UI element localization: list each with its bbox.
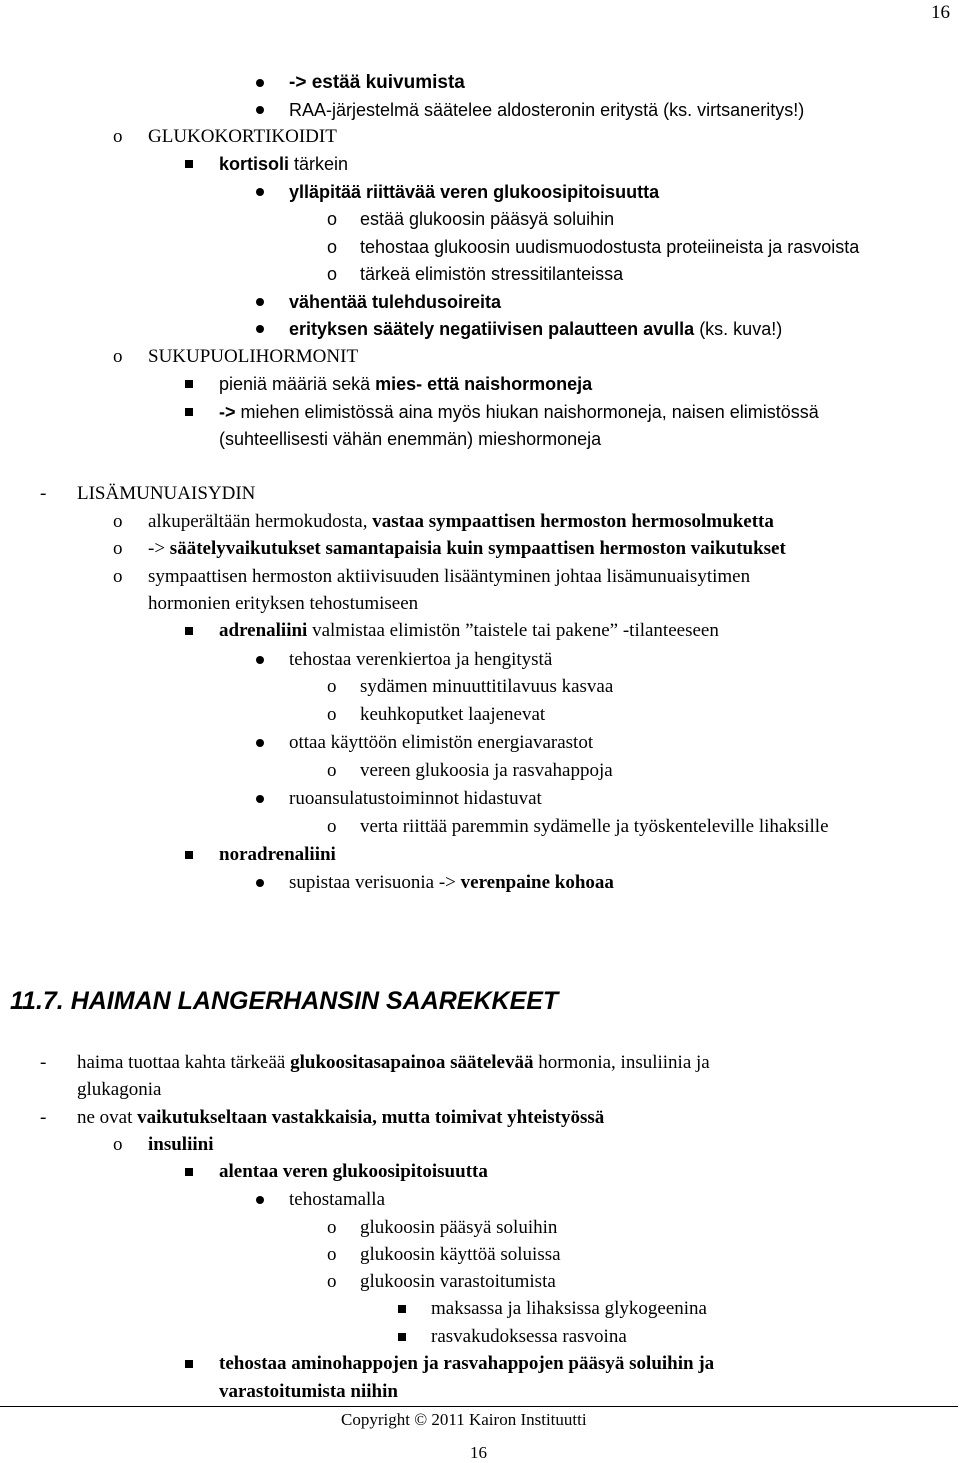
list-item-text: ne ovat <box>77 1107 138 1128</box>
list-item-text: glukoositasapainoa säätelevää <box>290 1052 534 1073</box>
list-item: ottaa käyttöön elimistön energiavarastot <box>289 732 594 753</box>
list-item-text: varastoitumista niihin <box>219 1381 398 1402</box>
list-item: verta riittää paremmin sydämelle ja työskenteleville lihaksille <box>360 816 829 837</box>
page-number-bottom: 16 <box>470 1443 487 1462</box>
list-item: rasvakudoksessa rasvoina <box>431 1326 627 1347</box>
list-item-text: miehen elimistössä aina myös hiukan naishormoneja, naisen elimistössä <box>235 402 819 422</box>
list-item-text: vastaa sympaattisen hermoston hermosolmuketta <box>372 511 774 532</box>
bullet-dot <box>256 188 264 196</box>
list-item: tehostamalla <box>289 1189 386 1210</box>
list-item: GLUKOKORTIKOIDIT <box>148 126 337 147</box>
bullet-dot <box>256 79 264 87</box>
list-item-text: hormonia, insuliinia ja <box>533 1052 710 1073</box>
bullet-square <box>185 1360 193 1368</box>
bullet-circle: o <box>113 126 123 147</box>
list-item-text: vähentää tulehdusoireita <box>289 292 502 312</box>
bullet-circle: o <box>113 1134 123 1155</box>
list-item-text: alkuperältään hermokudosta, <box>148 511 373 532</box>
list-item: sydämen minuuttitilavuus kasvaa <box>360 676 614 697</box>
list-item <box>289 872 614 894</box>
bullet-circle: o <box>327 676 337 697</box>
list-item <box>148 538 786 560</box>
list-item <box>289 318 782 340</box>
bullet-circle: o <box>327 209 338 229</box>
page-number-top: 16 <box>931 2 950 23</box>
list-item: tehostaa glukoosin uudismuodostusta proteiineista ja rasvoista <box>360 237 860 257</box>
bullet-circle: o <box>327 264 338 284</box>
list-item: RAA-järjestelmä säätelee aldosteronin eritystä (ks. virtsaneritys!) <box>289 100 805 120</box>
list-item-text: alentaa veren glukoosipitoisuutta <box>219 1161 488 1182</box>
list-item <box>219 373 592 395</box>
list-item <box>289 291 501 313</box>
list-item: sympaattisen hermoston aktiivisuuden lisääntyminen johtaa lisämunuaisytimen <box>148 566 751 587</box>
list-item: glukoosin varastoitumista <box>360 1271 556 1292</box>
list-item-text: (ks. kuva!) <box>694 319 783 339</box>
bullet-dash: - <box>40 1052 47 1073</box>
list-item-text: kortisoli <box>219 154 290 174</box>
list-item: glukoosin käyttöä soluissa <box>360 1244 561 1265</box>
list-item <box>77 1107 604 1129</box>
bullet-circle: o <box>327 1244 337 1265</box>
list-item: tärkeä elimistön stressitilanteissa <box>360 264 624 284</box>
bullet-square <box>185 627 193 635</box>
list-item <box>289 181 659 203</box>
list-item-text: tehostaa aminohappojen ja rasvahappojen pääsyä soluihin ja <box>219 1353 715 1374</box>
bullet-circle: o <box>327 816 337 837</box>
list-item-text: mies- että naishormoneja <box>375 374 593 394</box>
list-item-text: vaikutukseltaan vastakkaisia, mutta toimivat yhteistyössä <box>137 1107 605 1128</box>
bullet-dash: - <box>40 1107 47 1128</box>
list-item: keuhkoputket laajenevat <box>360 704 546 725</box>
bullet-dot <box>256 325 264 333</box>
list-item-continuation: hormonien erityksen tehostumiseen <box>148 593 419 614</box>
bullet-circle: o <box>327 237 338 257</box>
bullet-square <box>185 1168 193 1176</box>
bullet-circle: o <box>327 704 337 725</box>
list-item <box>219 153 348 175</box>
list-item <box>77 1052 710 1074</box>
bullet-circle: o <box>113 566 123 587</box>
list-item: SUKUPUOLIHORMONIT <box>148 346 359 367</box>
list-item-continuation <box>219 1381 398 1403</box>
list-item <box>219 620 719 642</box>
bullet-dot <box>256 298 264 306</box>
list-item-continuation: glukagonia <box>77 1079 162 1100</box>
bullet-square <box>185 851 193 859</box>
list-item <box>148 511 774 533</box>
list-item-text: -> estää kuivumista <box>289 72 465 93</box>
list-item-text: pieniä määriä sekä <box>219 374 376 394</box>
bullet-circle: o <box>113 346 123 367</box>
list-item-text: valmistaa elimistön ”taistele tai pakene” -tilanteeseen <box>307 620 719 641</box>
list-item: vereen glukoosia ja rasvahappoja <box>360 760 613 781</box>
bullet-circle: o <box>327 1271 337 1292</box>
list-item-text: verenpaine kohoaa <box>460 872 614 893</box>
list-item: glukoosin pääsyä soluihin <box>360 1217 558 1238</box>
list-item-text: tärkein <box>289 154 349 174</box>
list-item <box>219 844 336 866</box>
footer-divider <box>0 1406 958 1407</box>
list-item: LISÄMUNUAISYDIN <box>77 483 256 504</box>
bullet-dot <box>256 795 264 803</box>
bullet-circle: o <box>113 511 123 532</box>
bullet-dash: - <box>40 483 47 504</box>
section-title: 11.7. HAIMAN LANGERHANSIN SAAREKKEET <box>10 987 559 1015</box>
bullet-dot <box>256 879 264 887</box>
bullet-dot <box>256 656 264 664</box>
list-item: ruoansulatustoiminnot hidastuvat <box>289 788 542 809</box>
list-item-text: insuliini <box>148 1134 214 1155</box>
list-item-text: erityksen säätely negatiivisen palautteen avulla <box>289 319 695 339</box>
bullet-dot <box>256 1196 264 1204</box>
list-item-text: säätelyvaikutukset samantapaisia kuin sympaattisen hermoston vaikutukset <box>169 538 786 559</box>
copyright-notice: Copyright © 2011 Kairon Instituutti <box>341 1410 587 1429</box>
list-item <box>219 1161 488 1183</box>
bullet-square <box>185 380 193 388</box>
bullet-square <box>398 1305 406 1313</box>
list-item <box>219 1353 714 1375</box>
list-item-text: -> <box>148 538 170 559</box>
bullet-circle: o <box>327 1217 337 1238</box>
list-item: maksassa ja lihaksissa glykogeenina <box>431 1298 707 1319</box>
list-item-continuation: (suhteellisesti vähän enemmän) mieshormoneja <box>219 429 602 449</box>
list-item-text: adrenaliini <box>219 620 308 641</box>
bullet-square <box>185 160 193 168</box>
list-item: tehostaa verenkiertoa ja hengitystä <box>289 649 553 670</box>
list-item <box>148 1134 214 1156</box>
bullet-dot <box>256 739 264 747</box>
list-item-text: ylläpitää riittävää veren glukoosipitoisuutta <box>289 182 660 202</box>
list-item-text: noradrenaliini <box>219 844 336 865</box>
list-item-text: -> <box>219 402 236 422</box>
bullet-circle: o <box>327 760 337 781</box>
list-item-text: haima tuottaa kahta tärkeää <box>77 1052 291 1073</box>
list-item-text: supistaa verisuonia -> <box>289 872 461 893</box>
bullet-square <box>398 1333 406 1341</box>
bullet-dot <box>256 106 264 114</box>
list-item: estää glukoosin pääsyä soluihin <box>360 209 615 229</box>
bullet-circle: o <box>113 538 123 559</box>
bullet-square <box>185 408 193 416</box>
list-item <box>219 401 819 423</box>
list-item <box>289 72 465 94</box>
